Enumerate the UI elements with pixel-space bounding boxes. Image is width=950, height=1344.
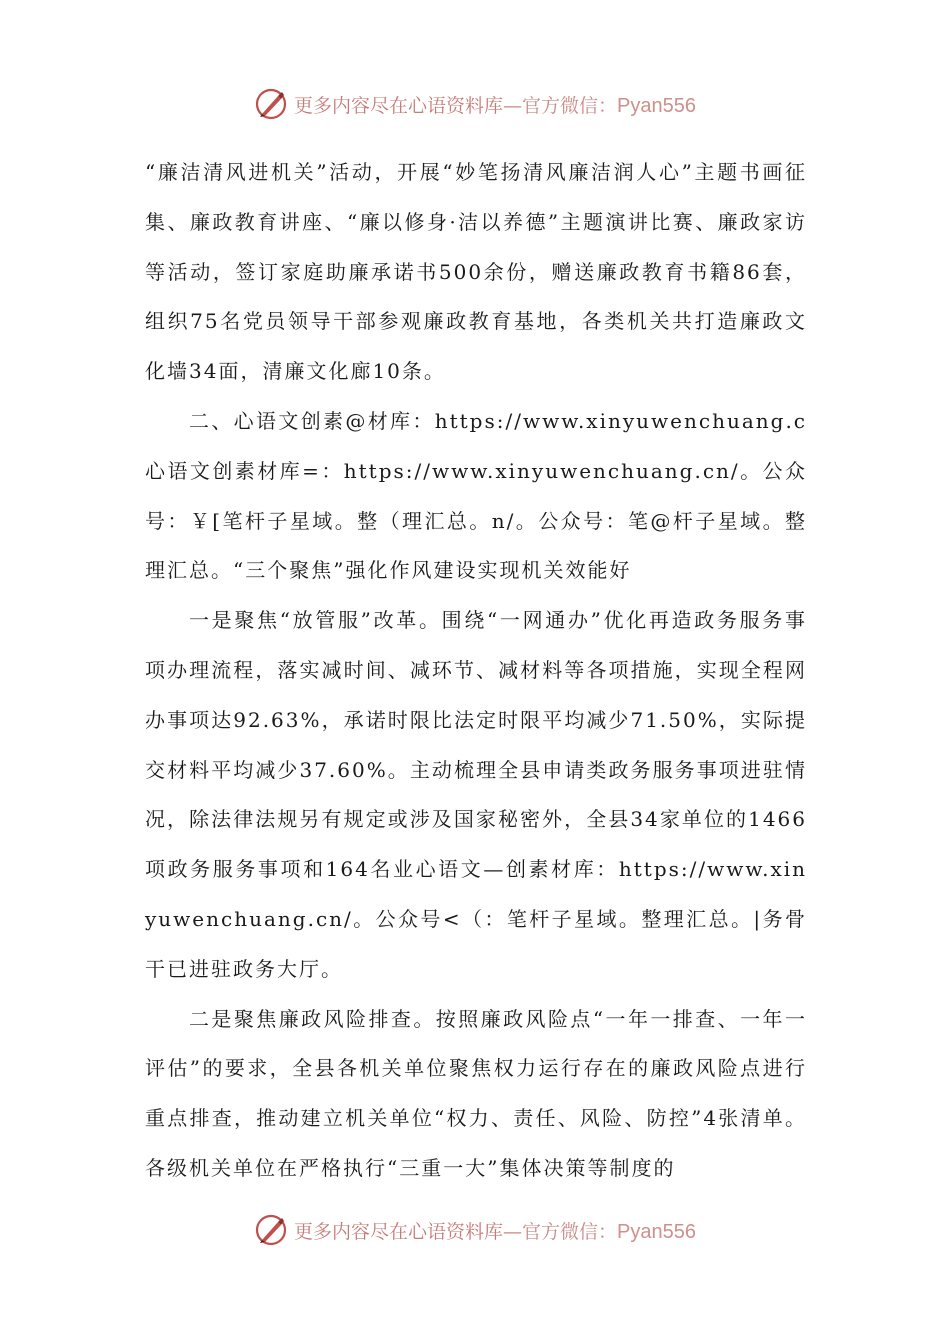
- pen-logo-icon: [254, 1213, 288, 1247]
- header-watermark: [0, 84, 950, 124]
- watermark-text: 更多内容尽在心语资料库—官方微信：Pyan556: [294, 94, 696, 117]
- document-body: [145, 148, 807, 1194]
- paragraph: 一是聚焦“放管服”改革。围绕“一网通办”优化再造政务服务事项办理流程，落实减时间、减环节、减材料等各项措施，实现全程网办事项达92.63%，承诺时限比法定时限平均减少71.50%，实际提交材料平均减少37.60%。主动梳理全县申请类政务服务事项进驻情况，除法律法规另有规定或涉及国家秘密外，全县34家单位的1466项政务服务事项和164名业心语文—创素材库：https://www.xinyuwenchuang.cn/。公众号<（：笔杆子星域。整理汇总。|务骨干已进驻政务大厅。: [145, 608, 807, 981]
- pen-logo-icon: [254, 87, 288, 121]
- paragraph: 二、心语文创素@材库：https://www.xinyuwenchuang.c心语文创素材库=：https://www.xinyuwenchuang.cn/。公众号：￥[笔杆子星域。整（理汇总。n/。公众号：笔@杆子星域。整理汇总。“三个聚焦”强化作风建设实现机关效能好: [145, 408, 807, 583]
- watermark-text: 更多内容尽在心语资料库—官方微信：Pyan556: [294, 1220, 696, 1243]
- footer-watermark: [0, 1210, 950, 1250]
- paragraph: 二是聚焦廉政风险排查。按照廉政风险点“一年一排查、一年一评估”的要求，全县各机关单位聚焦权力运行存在的廉政风险点进行重点排查，推动建立机关单位“权力、责任、风险、防控”4张清单。各级机关单位在严格执行“三重一大”集体决策等制度的: [145, 1006, 807, 1180]
- paragraph: “廉洁清风进机关”活动，开展“妙笔扬清风廉洁润人心”主题书画征集、廉政教育讲座、“廉以修身·洁以养德”主题演讲比赛、廉政家访等活动，签订家庭助廉承诺书500余份，赠送廉政教育书籍86套，组织75名党员领导干部参观廉政教育基地，各类机关共打造廉政文化墙34面，清廉文化廊10条。: [145, 160, 807, 384]
